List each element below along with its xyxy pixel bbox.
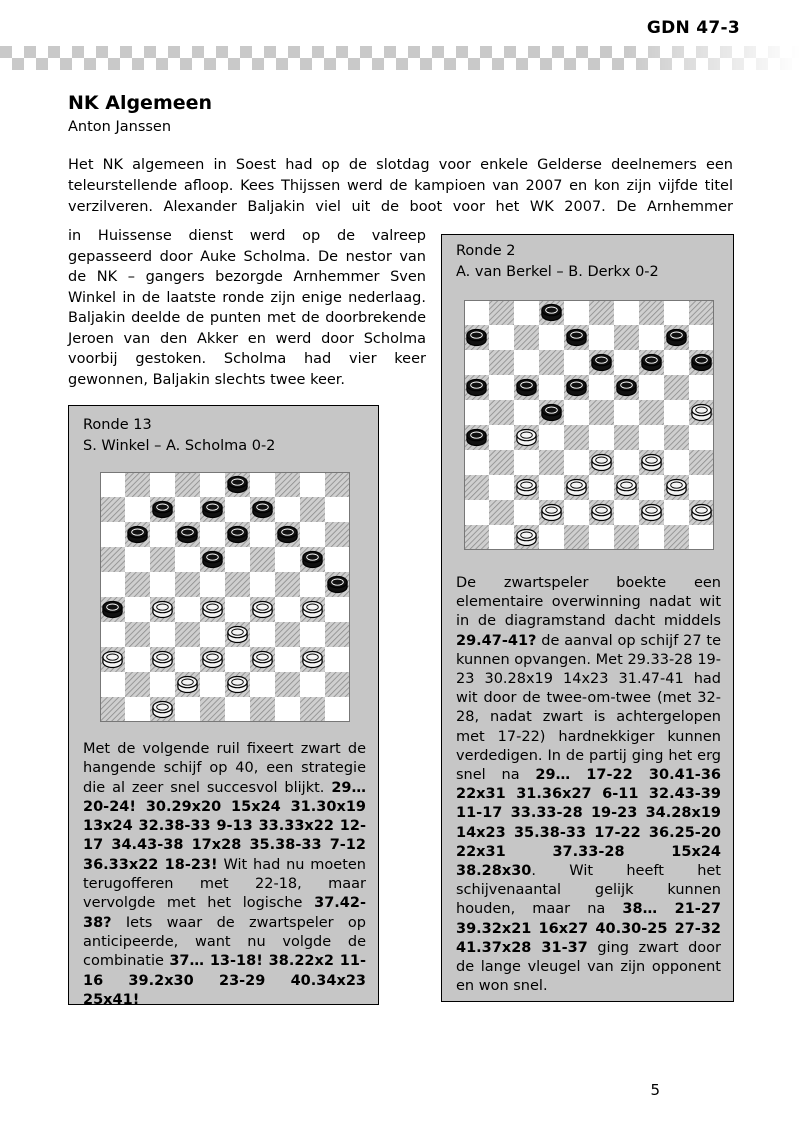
light-square <box>564 500 589 525</box>
light-square <box>489 375 514 400</box>
dark-square <box>100 697 125 722</box>
game-box-ronde-13 <box>68 405 379 1008</box>
light-square <box>614 450 639 475</box>
dark-square <box>514 325 539 350</box>
light-square <box>100 672 125 697</box>
light-square <box>489 325 514 350</box>
game-round: Ronde 13 <box>83 417 152 433</box>
move-notation: 38… 21-27 39.32x21 16x27 40.30-25 27-32 41.37x28 31-37 <box>456 901 721 956</box>
white-piece-33 <box>227 627 246 643</box>
light-square <box>175 647 200 672</box>
commentary-text: de aanval op schijf 27 te kunnen opvangen. Met 29.33-28 19-23 30.28x19 14x23 31.47-41 had wit door de twee-om-twee (met 32-28, nadat zwart is achtergelopen met 17-22) hardnekkiger kunnen verdedigen. In de partij ging het erg snel na <box>456 632 721 784</box>
game-players: A. van Berkel – B. Derkx 0-2 <box>456 264 659 280</box>
dark-square <box>564 425 589 450</box>
dark-square <box>325 672 350 697</box>
article-title: NK Algemeen <box>68 92 213 114</box>
white-piece-39 <box>252 652 271 668</box>
journal-issue-code: GDN 47-3 <box>646 18 740 38</box>
light-square <box>275 547 300 572</box>
dark-square <box>614 325 639 350</box>
light-square <box>125 597 150 622</box>
dark-square <box>175 572 200 597</box>
light-square <box>100 572 125 597</box>
light-square <box>639 375 664 400</box>
commentary-text: Iets waar de zwartspeler op anticipeerde, want nu volgde de combinatie <box>83 914 366 970</box>
black-piece-6 <box>466 330 485 346</box>
dark-square <box>275 472 300 497</box>
white-piece-37 <box>152 652 171 668</box>
dark-square <box>275 622 300 647</box>
dark-square <box>250 547 275 572</box>
light-square <box>564 450 589 475</box>
move-notation: 37.42-38? <box>83 895 366 931</box>
dark-square <box>489 350 514 375</box>
white-piece-38 <box>566 480 585 496</box>
light-square <box>200 472 225 497</box>
light-square <box>514 300 539 325</box>
light-square <box>275 497 300 522</box>
dark-square <box>489 500 514 525</box>
dark-square <box>664 525 689 550</box>
light-square <box>639 475 664 500</box>
light-square <box>200 522 225 547</box>
light-square <box>150 672 175 697</box>
black-piece-18 <box>202 552 221 568</box>
light-square <box>464 500 489 525</box>
dark-square <box>589 400 614 425</box>
white-piece-44 <box>641 505 660 521</box>
light-square <box>464 400 489 425</box>
dark-square <box>200 697 225 722</box>
dark-square <box>564 525 589 550</box>
white-piece-30 <box>302 602 321 618</box>
light-square <box>689 475 714 500</box>
black-piece-10 <box>666 330 685 346</box>
light-square <box>489 425 514 450</box>
light-square <box>175 547 200 572</box>
white-piece-29 <box>252 602 271 618</box>
light-square <box>689 325 714 350</box>
dark-square <box>614 525 639 550</box>
dark-square <box>250 697 275 722</box>
light-square <box>689 525 714 550</box>
commentary-text: ging zwart door de lange vleugel van zijn opponent en won snel. <box>456 939 721 995</box>
dark-square <box>300 497 325 522</box>
white-piece-42 <box>541 505 560 521</box>
black-piece-16 <box>466 380 485 396</box>
light-square <box>225 547 250 572</box>
light-square <box>689 375 714 400</box>
light-square <box>225 697 250 722</box>
light-square <box>225 647 250 672</box>
game-box-ronde-2 <box>441 234 734 1002</box>
light-square <box>589 375 614 400</box>
light-square <box>325 497 350 522</box>
light-square <box>200 622 225 647</box>
light-square <box>614 350 639 375</box>
light-square <box>639 425 664 450</box>
white-piece-27 <box>152 602 171 618</box>
white-piece-34 <box>641 455 660 471</box>
light-square <box>325 697 350 722</box>
move-notation: 29… 17-22 30.41-36 22x31 31.36x27 6-11 32.43-39 11-17 33.33-28 19-23 34.28x19 14x23 35.38-33 17-22 36.25-20 22x31 37.33-28 15x24 38.28x30 <box>456 767 721 880</box>
game-round: Ronde 2 <box>456 243 516 259</box>
white-piece-47 <box>152 702 171 718</box>
dark-square <box>125 622 150 647</box>
black-piece-25 <box>327 577 346 593</box>
light-square <box>200 672 225 697</box>
dark-square <box>639 300 664 325</box>
black-piece-14 <box>277 527 296 543</box>
light-square <box>664 450 689 475</box>
light-square <box>664 500 689 525</box>
light-square <box>325 547 350 572</box>
light-square <box>589 325 614 350</box>
light-square <box>614 500 639 525</box>
light-square <box>125 547 150 572</box>
dark-square <box>325 522 350 547</box>
light-square <box>539 425 564 450</box>
intro-paragraph-narrow: in Huissense dienst werd op de valreep gepasseerd door Auke Scholma. De nestor van de NK – gangers bezorgde Arnhemmer Sven Winkel in de laatste ronde zijn enige nederlaag. Baljakin deelde de punten met de doorbrekende Jeroen van den Akker en werd door Scholma voorbij gestoken. Scholma had vier keer gewonnen, Baljakin slechts twee keer. <box>68 228 426 388</box>
black-piece-22 <box>541 405 560 421</box>
commentary-text: De zwartspeler boekte een elementaire overwinning nadat wit in de diagramstand dacht middels <box>456 575 721 630</box>
light-square <box>100 522 125 547</box>
light-square <box>539 525 564 550</box>
white-piece-25 <box>691 405 710 421</box>
white-piece-47 <box>516 530 535 546</box>
light-square <box>125 697 150 722</box>
white-piece-43 <box>227 677 246 693</box>
light-square <box>664 400 689 425</box>
black-piece-20 <box>302 552 321 568</box>
dark-square <box>100 547 125 572</box>
black-piece-8 <box>202 502 221 518</box>
dark-square <box>464 475 489 500</box>
dark-square <box>175 472 200 497</box>
black-piece-13 <box>591 355 610 371</box>
dark-square <box>664 375 689 400</box>
white-piece-38 <box>202 652 221 668</box>
dark-square <box>689 300 714 325</box>
light-square <box>125 497 150 522</box>
light-square <box>564 350 589 375</box>
draughts-diagram <box>100 472 350 722</box>
commentary-text: Met de volgende ruil fixeert zwart de hangende schijf op 40, een strategie die al zeer snel succesvol blijkt. <box>83 741 366 796</box>
light-square <box>300 622 325 647</box>
white-piece-42 <box>177 677 196 693</box>
light-square <box>539 475 564 500</box>
dark-square <box>639 400 664 425</box>
dark-square <box>489 300 514 325</box>
light-square <box>300 472 325 497</box>
light-square <box>100 622 125 647</box>
white-piece-27 <box>516 430 535 446</box>
game-commentary <box>83 740 366 1010</box>
game-players: S. Winkel – A. Scholma 0-2 <box>83 438 276 454</box>
light-square <box>300 572 325 597</box>
dark-square <box>689 450 714 475</box>
dark-square <box>300 697 325 722</box>
light-square <box>225 497 250 522</box>
dark-square <box>100 497 125 522</box>
light-square <box>464 450 489 475</box>
light-square <box>275 647 300 672</box>
black-piece-7 <box>152 502 171 518</box>
commentary-text: . Wit heeft het schijvenaantal gelijk kunnen houden, maar na <box>456 863 721 918</box>
page-number: 5 <box>650 1081 660 1099</box>
light-square <box>250 472 275 497</box>
move-notation: 37… 13-18! 38.22x2 11-16 39.2x30 23-29 40.34x23 25x41! <box>83 953 366 1008</box>
white-piece-37 <box>516 480 535 496</box>
dark-square <box>225 572 250 597</box>
white-piece-40 <box>666 480 685 496</box>
dark-square <box>664 425 689 450</box>
light-square <box>300 522 325 547</box>
light-square <box>614 300 639 325</box>
black-piece-26 <box>466 430 485 446</box>
draughts-diagram <box>464 300 714 550</box>
black-piece-17 <box>516 380 535 396</box>
move-notation: 29.47-41? <box>456 632 537 649</box>
light-square <box>150 522 175 547</box>
dark-square <box>489 450 514 475</box>
light-square <box>639 325 664 350</box>
light-square <box>100 472 125 497</box>
light-square <box>514 350 539 375</box>
light-square <box>514 500 539 525</box>
black-piece-19 <box>616 380 635 396</box>
light-square <box>275 697 300 722</box>
light-square <box>564 300 589 325</box>
light-square <box>614 400 639 425</box>
light-square <box>514 450 539 475</box>
light-square <box>639 525 664 550</box>
dark-square <box>125 672 150 697</box>
white-piece-43 <box>591 505 610 521</box>
dark-square <box>539 450 564 475</box>
checkered-header-stripe <box>0 46 800 70</box>
light-square <box>325 647 350 672</box>
white-piece-39 <box>616 480 635 496</box>
light-square <box>539 375 564 400</box>
dark-square <box>325 622 350 647</box>
dark-square <box>275 572 300 597</box>
light-square <box>175 497 200 522</box>
light-square <box>589 425 614 450</box>
black-piece-2 <box>541 305 560 321</box>
white-piece-36 <box>102 652 121 668</box>
light-square <box>275 597 300 622</box>
black-piece-13 <box>227 527 246 543</box>
black-piece-9 <box>252 502 271 518</box>
light-square <box>250 572 275 597</box>
black-piece-15 <box>691 355 710 371</box>
light-square <box>175 697 200 722</box>
light-square <box>664 300 689 325</box>
commentary-text: Wit had nu moeten terugofferen met 22-18, maar vervolgde met het logische <box>83 856 366 912</box>
light-square <box>489 525 514 550</box>
dark-square <box>275 672 300 697</box>
move-notation: 29… 20-24! 30.29x20 15x24 31.30x19 13x24 32.38-33 9-13 33.33x22 12-17 34.43-38 17x28 35.38-33 7-12 36.33x22 18-23! <box>83 779 366 873</box>
light-square <box>150 622 175 647</box>
white-piece-45 <box>691 505 710 521</box>
black-piece-14 <box>641 355 660 371</box>
light-square <box>250 672 275 697</box>
game-commentary <box>456 574 721 996</box>
dark-square <box>614 425 639 450</box>
light-square <box>200 572 225 597</box>
white-piece-28 <box>202 602 221 618</box>
article-author: Anton Janssen <box>68 119 172 135</box>
light-square <box>150 472 175 497</box>
light-square <box>150 572 175 597</box>
dark-square <box>175 622 200 647</box>
light-square <box>225 597 250 622</box>
light-square <box>589 525 614 550</box>
black-piece-12 <box>177 527 196 543</box>
light-square <box>539 325 564 350</box>
dark-square <box>150 547 175 572</box>
black-piece-3 <box>227 477 246 493</box>
black-piece-8 <box>566 330 585 346</box>
light-square <box>250 522 275 547</box>
dark-square <box>125 472 150 497</box>
light-square <box>325 597 350 622</box>
light-square <box>664 350 689 375</box>
dark-square <box>125 572 150 597</box>
light-square <box>589 475 614 500</box>
light-square <box>125 647 150 672</box>
light-square <box>464 350 489 375</box>
dark-square <box>539 350 564 375</box>
black-piece-18 <box>566 380 585 396</box>
dark-square <box>489 400 514 425</box>
black-piece-11 <box>127 527 146 543</box>
dark-square <box>325 472 350 497</box>
intro-paragraph-full: Het NK algemeen in Soest had op de slotdag voor enkele Gelderse deelnemers een teleurstellende afloop. Kees Thijssen werd de kampioen van 2007 en kon zijn vijfde titel verzilveren. Alexander Baljakin viel uit de boot voor het WK 2007. De Arnhemmer <box>68 157 733 215</box>
light-square <box>250 622 275 647</box>
white-piece-33 <box>591 455 610 471</box>
light-square <box>689 425 714 450</box>
light-square <box>300 672 325 697</box>
white-piece-40 <box>302 652 321 668</box>
light-square <box>564 400 589 425</box>
light-square <box>175 597 200 622</box>
dark-square <box>589 300 614 325</box>
light-square <box>514 400 539 425</box>
black-piece-26 <box>102 602 121 618</box>
light-square <box>489 475 514 500</box>
dark-square <box>464 525 489 550</box>
light-square <box>464 300 489 325</box>
